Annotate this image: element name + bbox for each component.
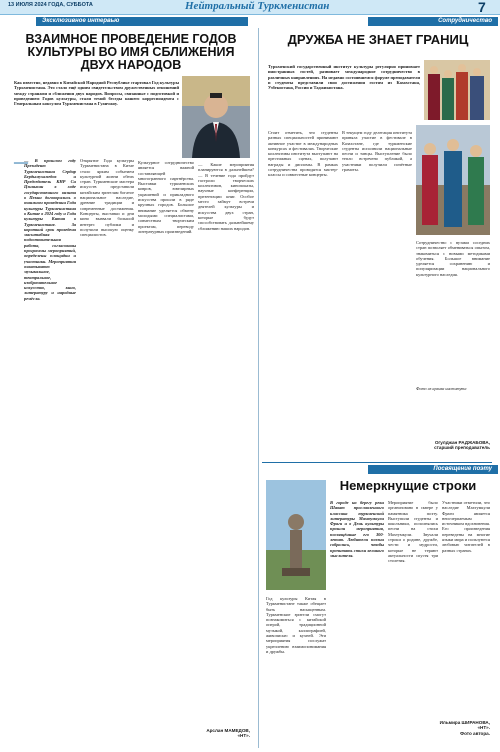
article-right-col2: В текущем году делегация института приняла участие в фестивале в Казахстане, где туркменские студенты исполнили национальные песни и танцы. Выступление было тепло встречено публикой, а участники получили почётные грамоты. xyxy=(342,130,412,173)
poet-monument-photo xyxy=(266,480,326,590)
author-poem-role: «НТ». xyxy=(477,725,490,731)
author-left xyxy=(130,728,250,739)
section-rule xyxy=(262,462,492,463)
author-left-role: «НТ». xyxy=(237,733,250,739)
article-poem-col3: Участники отметили, что наследие Махтумкули Фраги является неисчерпаемым источником вдохновения. Его произведения переведены на многие языки мира и пользуются любовью читателей в разных странах. xyxy=(442,500,490,553)
issue-date: 13 ИЮЛЯ 2024 ГОДА, СУББОТА xyxy=(8,2,93,8)
rubric-interview: Эксклюзивное интервью xyxy=(36,17,248,26)
article-poem-col2: Мероприятие было организовано в сквере у памятника поэту. Выступили студенты и школьники, исполнялись песни на стихи Махтумкули. Звучали строки о родине, дружбе, чести и мудрости, которые не теряют актуальности спустя три столетия. xyxy=(388,500,438,564)
consul-photo xyxy=(182,76,250,158)
article-poem-col1: В городе на берегу реки Шават прославленного классика туркменской литературы Махтумкули Фраги и в День культуры прошли мероприятия, посвящённые его 300-летию. Любители поэзии собрались, чтобы прочитать стихи великого мыслителя. xyxy=(330,500,384,558)
institute-photo-2 xyxy=(416,125,490,235)
masthead: Нейтральный Туркменистан xyxy=(185,0,330,12)
rubric-cooperation: Сотрудничество xyxy=(368,17,498,26)
article-title-poem: Немеркнущие строки xyxy=(339,478,477,493)
institute-photo-1 xyxy=(424,60,490,120)
author-right xyxy=(380,440,490,451)
article-poem-col4: Год культуры Китая в Туркменистане также обещает быть насыщенным. Туркменские зрители смогут познакомиться с китайской оперой, традиционной музыкой, каллиграфией, живописью и кухней. Эти мероприятия послужат укреплению взаимопонимания и дружбы. xyxy=(266,596,326,654)
article-left-col3: Культурное сотрудничество является важной составляющей многогранного партнёрства. Выставки туркменских ковров, ювелирных украшений и прикладного искусства прошли в ряде крупных городов. Большое внимание уделяется обмену молодыми специалистами, совместным творческим проектам, переводу литературных произведений. xyxy=(138,160,194,234)
page-number: 7 xyxy=(478,0,486,15)
column-rule xyxy=(258,28,259,748)
article-left-col4: — Какие мероприятия планируются в дальнейшем? — В течение года пройдут гастроли творческих коллективов, кинопоказы, научные конференции, презентации книг. Особое место займут встречи деятелей культуры и искусства двух стран, которые будут способствовать дальнейшему сближению наших народов. xyxy=(198,162,254,231)
article-left-col1: — В прошлом году Президент Туркменистана Сердар Бердымухамедов и Председатель КНР Си Цзиньпин в ходе государственного визита в Пекин договорились о взаимном проведении Года культуры Туркменистана в Китае в 2024 году и Года культуры Китая в Туркменистане. За короткий срок проведена масштабная подготовительная работа, согласованы программы мероприятий, определены площадки и участники. Мероприятия охватывают музыкальное, театральное, изобразительное искусство, кино, литературу и народные ремёсла. xyxy=(24,158,76,301)
dropcap: — xyxy=(14,155,28,170)
article-title-right: ДРУЖБА НЕ ЗНАЕТ ГРАНИЦ xyxy=(287,32,469,47)
author-poem-name: Ильмира ШИРАНОВА, xyxy=(439,720,490,725)
article-left-col2: Открытие Года культуры Туркменистана в Китае стало ярким событием культурной жизни обеих стран. Туркменские мастера искусств представили китайским зрителям богатое национальное наследие, древние традиции и современные достижения. Концерты, выставки и дни кино вызвали большой интерес публики и получили высокую оценку специалистов. xyxy=(80,158,134,238)
author-left-name: Арслан МАМЕДОВ, xyxy=(206,728,250,733)
article-right-col1: Стоит отметить, что студенты разных специальностей принимают активное участие в международных конкурсах и фестивалях. Творческие коллективы института выступают на престижных сценах, получают награды и дипломы. В рамках сотрудничества проводятся мастер-классы и совместные концерты. xyxy=(268,130,338,178)
article-title-left: ВЗАИМНОЕ ПРОВЕДЕНИЕ ГОДОВ КУЛЬТУРЫ ВО ИМЯ СБЛИЖЕНИЯ ДВУХ НАРОДОВ xyxy=(25,32,237,72)
article-lead-left: Как известно, недавно в Китайской Народной Республике стартовал Год культуры Туркменистана. Это стало ещё одним свидетельством дружественных отношений между странами и сближения двух народов. Вопросы, связанные с подготовкой и проведением Годов культуры, стали темой беседы нашего корреспондента с Генеральным консулом Туркменистана в Гуанчжоу. xyxy=(14,80,179,107)
article-right-col3: Сотрудничество с вузами соседних стран позволяет обмениваться опытом, знакомиться с новыми методиками обучения. Большое внимание уделяется сохранению и популяризации национального культурного наследия. xyxy=(416,240,490,277)
photo-caption-poem: Фото автора. xyxy=(460,730,490,736)
author-right-role: старший преподаватель xyxy=(434,445,490,451)
article-lead-right: Туркменский государственный институт культуры регулярно принимает иностранных гостей, развивает международное сотрудничество в различных направлениях. На недавно состоявшемся форуме преподаватели и студенты представили свои достижения гостям из Казахстана, Узбекистана, России и Таджикистана. xyxy=(268,64,420,91)
author-poem xyxy=(420,720,490,736)
photo-caption-right: Фото из архива института xyxy=(416,386,467,391)
author-right-name: Огулджан РАДЖАБОВА, xyxy=(434,440,490,445)
rubric-poet: Посвящение поэту xyxy=(368,465,498,474)
